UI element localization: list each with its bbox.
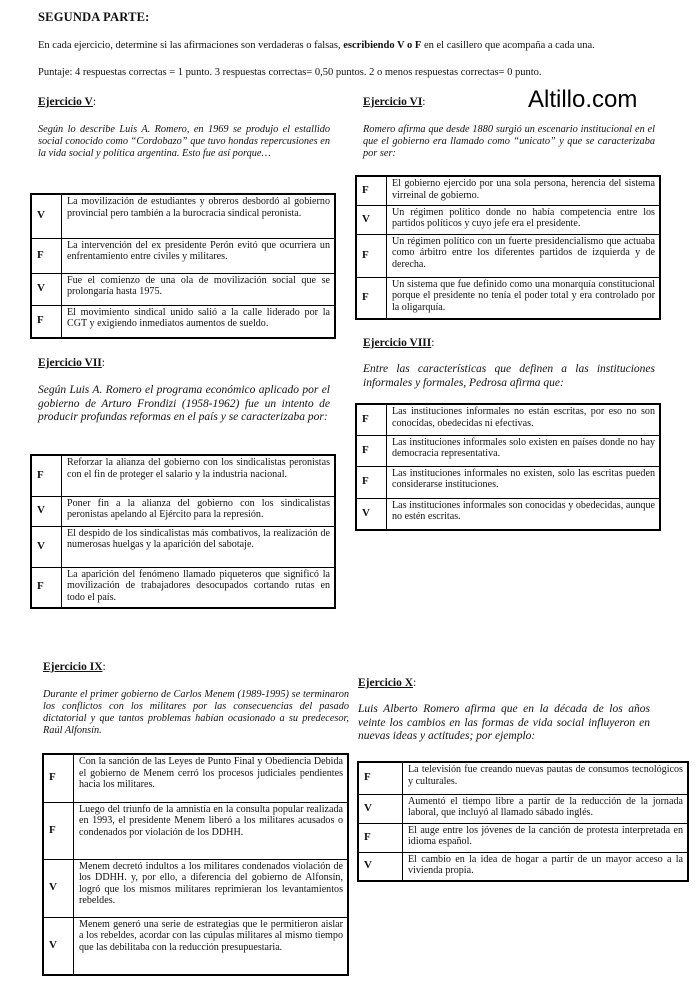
exercise-ix-title: Ejercicio IX xyxy=(43,661,103,673)
exercise-vi-intro: Romero afirma que desde 1880 surgió un escenario institucional en el que el gobierno era llamado como “unicato” y que se caracterizaba por ser: xyxy=(363,124,655,159)
answer-cell: F xyxy=(358,823,403,852)
table-row xyxy=(31,455,335,496)
exercise-vii-table xyxy=(30,454,336,609)
statement-cell: Menem decretó indultos a los militares condenados violación de los DDHH. y, por ello, a diferencia del gobierno de Alfonsín, logró que los mismos militares reprimieran los levantamientos rebeldes. xyxy=(74,859,349,917)
statement-cell: La movilización de estudiantes y obreros desbordó al gobierno provincial pero también a la burocracia sindical peronista. xyxy=(62,194,336,238)
table-row xyxy=(356,404,660,435)
exercise-vii-title: Ejercicio VII xyxy=(38,357,102,369)
table-row xyxy=(31,194,335,238)
answer-cell: V xyxy=(356,498,387,530)
answer-cell: V xyxy=(358,852,403,881)
answer-cell: V xyxy=(31,273,62,305)
exercise-vi-heading: Ejercicio VI: xyxy=(363,96,426,108)
scoring-note: Puntaje: 4 respuestas correctas = 1 punto. 3 respuestas correctas= 0,50 puntos. 2 o menos respuestas correctas= 0 punto. xyxy=(38,67,542,78)
table-row xyxy=(43,859,348,917)
statement-cell: Luego del triunfo de la amnistía en la consulta popular realizada en 1993, el presidente Menem liberó a los militares acusados o condenados por violación de los DDHH. xyxy=(74,802,349,859)
exercise-x-title: Ejercicio X xyxy=(358,677,414,689)
exercise-viii-table xyxy=(355,403,661,531)
statement-cell: Las instituciones informales solo existen en países donde no hay democracia representativa. xyxy=(387,435,661,466)
answer-cell: V xyxy=(31,496,62,526)
answer-cell: F xyxy=(356,404,387,435)
table-row xyxy=(356,176,660,205)
watermark-logo: Altillo.com xyxy=(528,86,638,113)
answer-cell: F xyxy=(356,435,387,466)
table-row xyxy=(31,567,335,608)
exercise-v-title: Ejercicio V xyxy=(38,96,93,108)
exercise-ix-heading: Ejercicio IX: xyxy=(43,661,106,673)
instructions-pre: En cada ejercicio, determine si las afirmaciones son verdaderas o falsas, xyxy=(38,40,344,51)
statement-cell: La aparición del fenómeno llamado piqueteros que significó la movilización de trabajadores desocupados cortando rutas en todo el país. xyxy=(62,567,336,608)
instructions-bold: escribiendo V o F xyxy=(343,40,422,51)
exercise-x-intro: Luis Alberto Romero afirma que en la década de los años veinte los cambios en las formas de vida social influyeron en nuevas ideas y actitudes; por ejemplo: xyxy=(358,703,650,742)
statement-cell: Las instituciones informales son conocidas y obedecidas, aunque no estén escritas. xyxy=(387,498,661,530)
answer-cell: F xyxy=(358,762,403,794)
table-row xyxy=(31,526,335,567)
statement-cell: Un régimen político donde no había competencia entre los partidos políticos y cuyo jefe era el presidente. xyxy=(387,205,661,234)
exercise-v-heading: Ejercicio V: xyxy=(38,96,97,108)
answer-cell: F xyxy=(31,305,62,338)
table-row xyxy=(31,305,335,338)
exercise-viii-intro: Entre las características que definen a las instituciones informales y formales, Pedrosa afirma que: xyxy=(363,363,655,389)
statement-cell: El gobierno ejercido por una sola persona, herencia del sistema virreinal de gobierno. xyxy=(387,176,661,205)
table-row xyxy=(43,802,348,859)
exercise-viii-title: Ejercicio VIII xyxy=(363,337,432,349)
exercise-vi-title: Ejercicio VI xyxy=(363,96,423,108)
answer-cell: V xyxy=(358,794,403,823)
instructions xyxy=(38,40,650,53)
answer-cell: F xyxy=(356,234,387,277)
statement-cell: Las instituciones informales no existen, solo las escritas pueden considerarse instituciones. xyxy=(387,466,661,498)
statement-cell: Poner fin a la alianza del gobierno con los sindicalistas peronistas apelando al Ejército para la represión. xyxy=(62,496,336,526)
answer-cell: F xyxy=(31,238,62,273)
exercise-v-table xyxy=(30,193,336,339)
table-row xyxy=(31,273,335,305)
table-row xyxy=(43,917,348,975)
exercise-x-table xyxy=(357,761,689,882)
answer-cell: F xyxy=(356,277,387,319)
section-heading: SEGUNDA PARTE: xyxy=(38,10,150,24)
statement-cell: El auge entre los jóvenes de la canción de protesta interpretada en idioma español. xyxy=(403,823,689,852)
table-row xyxy=(356,435,660,466)
answer-cell: F xyxy=(356,176,387,205)
statement-cell: Aumentó el tiempo libre a partir de la reducción de la jornada laboral, que incluyó al llamado sábado inglés. xyxy=(403,794,689,823)
exercise-vi-table xyxy=(355,175,661,320)
instructions-post: en el casillero que acompaña a cada una. xyxy=(421,40,595,51)
statement-cell: El cambio en la idea de hogar a partir de un mayor acceso a la vivienda propia. xyxy=(403,852,689,881)
exercise-vii-intro: Según Luis A. Romero el programa económico aplicado por el gobierno de Arturo Frondizi (1958-1962) fue un intento de producir profundas reformas en el país y se caracterizaba por: xyxy=(38,384,330,423)
table-row xyxy=(358,762,688,794)
exercise-vii-heading: Ejercicio VII: xyxy=(38,357,105,369)
statement-cell: Un régimen político con un fuerte presidencialismo que actuaba como árbitro entre los diferentes partidos de izquierda y de derecha. xyxy=(387,234,661,277)
table-row xyxy=(31,238,335,273)
table-row xyxy=(356,277,660,319)
table-row xyxy=(356,205,660,234)
answer-cell: F xyxy=(356,466,387,498)
statement-cell: Con la sanción de las Leyes de Punto Final y Obediencia Debida el gobierno de Menem cerró los procesos judiciales pendientes hacia los militares. xyxy=(74,754,349,802)
answer-cell: V xyxy=(43,917,74,975)
statement-cell: Las instituciones informales no están escritas, por eso no son conocidas, obedecidas ni efectivas. xyxy=(387,404,661,435)
answer-cell: F xyxy=(43,754,74,802)
exercise-ix-intro: Durante el primer gobierno de Carlos Menem (1989-1995) se terminaron los conflictos con los militares por las consecuencias del pasado dictatorial y que tantos problemas habían ocasionado a su predecesor, Raúl Alfonsín. xyxy=(43,689,349,736)
answer-cell: V xyxy=(43,859,74,917)
table-row xyxy=(358,794,688,823)
statement-cell: Reforzar la alianza del gobierno con los sindicalistas peronistas con el fin de proteger el salario y la industria nacional. xyxy=(62,455,336,496)
table-row xyxy=(356,498,660,530)
statement-cell: Un sistema que fue definido como una monarquía constitucional porque el presidente no tenía el poder total y era controlado por la oligarquía. xyxy=(387,277,661,319)
table-row xyxy=(43,754,348,802)
exercise-x-heading: Ejercicio X: xyxy=(358,677,417,689)
answer-cell: F xyxy=(31,567,62,608)
statement-cell: La intervención del ex presidente Perón evitó que ocurriera un enfrentamiento entre civiles y militares. xyxy=(62,238,336,273)
statement-cell: El movimiento sindical unido salió a la calle liderado por la CGT y exigiendo inmediatos aumentos de sueldo. xyxy=(62,305,336,338)
answer-cell: F xyxy=(43,802,74,859)
exercise-ix-table xyxy=(42,753,349,976)
answer-cell: V xyxy=(31,194,62,238)
statement-cell: Fue el comienzo de una ola de movilización social que se prolongaría hasta 1975. xyxy=(62,273,336,305)
answer-cell: F xyxy=(31,455,62,496)
statement-cell: El despido de los sindicalistas más combativos, la realización de numerosas huelgas y la aparición del sabotaje. xyxy=(62,526,336,567)
statement-cell: La televisión fue creando nuevas pautas de consumos tecnológicos y culturales. xyxy=(403,762,689,794)
table-row xyxy=(356,466,660,498)
table-row xyxy=(356,234,660,277)
statement-cell: Menem generó una serie de estrategias que le permitieron aislar a los rebeldes, acordar con las cúpulas militares al mismo tiempo que las debilitaba con la reducción presupuestaria. xyxy=(74,917,349,975)
table-row xyxy=(358,823,688,852)
table-row xyxy=(358,852,688,881)
answer-cell: V xyxy=(31,526,62,567)
table-row xyxy=(31,496,335,526)
answer-cell: V xyxy=(356,205,387,234)
exercise-v-intro: Según lo describe Luis A. Romero, en 1969 se produjo el estallido social conocido como “Cordobazo” que tuvo hondas repercusiones en la vida social y política argentina. Esto fue así porque… xyxy=(38,124,330,159)
exercise-viii-heading: Ejercicio VIII: xyxy=(363,337,435,349)
